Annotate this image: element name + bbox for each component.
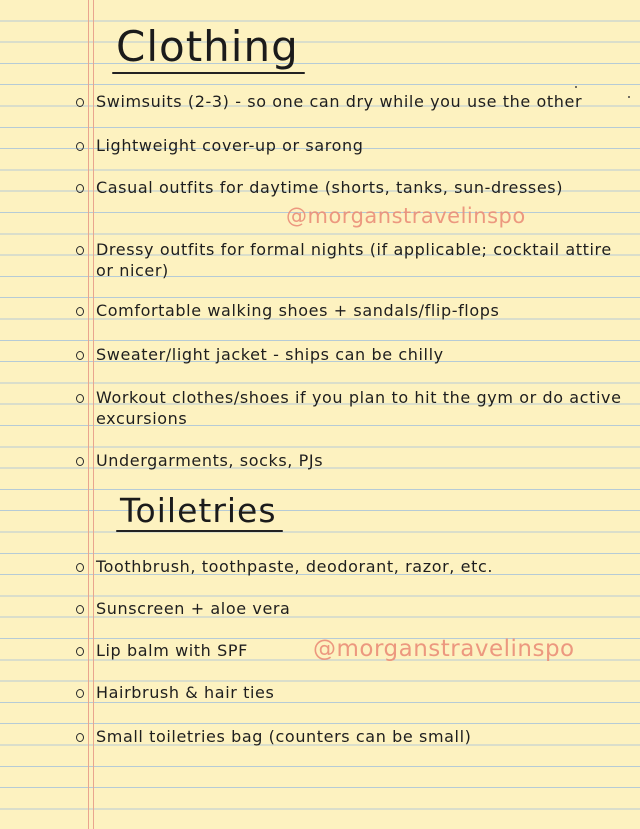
list-item-text: Sunscreen + aloe vera: [96, 599, 291, 618]
list-item-text: Toothbrush, toothpaste, deodorant, razor, etc.: [96, 557, 494, 576]
list-item: [76, 450, 626, 471]
bullet-icon: [76, 98, 84, 107]
list-item: [76, 344, 626, 365]
ink-dot: [628, 96, 630, 98]
list-item-text: Undergarments, socks, PJs: [96, 451, 324, 470]
list-item: [76, 91, 626, 112]
list-item: [76, 556, 626, 577]
bullet-icon: [76, 689, 84, 698]
list-item-text: Casual outfits for daytime (shorts, tanks, sun-dresses): [96, 178, 564, 197]
clothing-heading-text: Clothing: [116, 22, 299, 71]
bullet-icon: [76, 184, 84, 193]
bullet-icon: [76, 733, 84, 742]
list-item: [76, 387, 626, 429]
list-item-text: Comfortable walking shoes + sandals/flip-flops: [96, 301, 500, 320]
list-item: [76, 726, 626, 747]
bullet-icon: [76, 647, 84, 656]
list-item: [76, 239, 626, 281]
bullet-icon: [76, 394, 84, 403]
ink-dot: [575, 86, 577, 88]
list-item: [76, 598, 626, 619]
bullet-icon: [76, 351, 84, 360]
bullet-icon: [76, 605, 84, 614]
list-item-text: Lip balm with SPF: [96, 641, 248, 660]
list-item: [76, 682, 626, 703]
list-item-text: Swimsuits (2-3) - so one can dry while you use the other: [96, 92, 583, 111]
toiletries-heading: [120, 490, 277, 532]
watermark-handle: @morganstravelinspo: [286, 204, 526, 228]
list-item-text: Workout clothes/shoes if you plan to hit the gym or do active excursions: [96, 388, 622, 428]
bullet-icon: [76, 563, 84, 572]
bullet-icon: [76, 307, 84, 316]
toiletries-heading-underline: [116, 530, 283, 532]
bullet-icon: [76, 142, 84, 151]
watermark-handle: @morganstravelinspo: [313, 636, 575, 662]
list-item-text: Hairbrush & hair ties: [96, 683, 275, 702]
toiletries-heading-text: Toiletries: [120, 491, 277, 530]
list-item: [76, 135, 626, 156]
list-item: [76, 177, 626, 198]
clothing-heading-underline: [112, 72, 305, 74]
list-item-text: Sweater/light jacket - ships can be chilly: [96, 345, 444, 364]
list-item-text: Dressy outfits for formal nights (if applicable; cocktail attire or nicer): [96, 240, 612, 280]
bullet-icon: [76, 246, 84, 255]
list-item-text: Small toiletries bag (counters can be small): [96, 727, 472, 746]
list-item-text: Lightweight cover-up or sarong: [96, 136, 364, 155]
bullet-icon: [76, 457, 84, 466]
clothing-heading: [116, 22, 299, 72]
list-item: [76, 300, 626, 321]
